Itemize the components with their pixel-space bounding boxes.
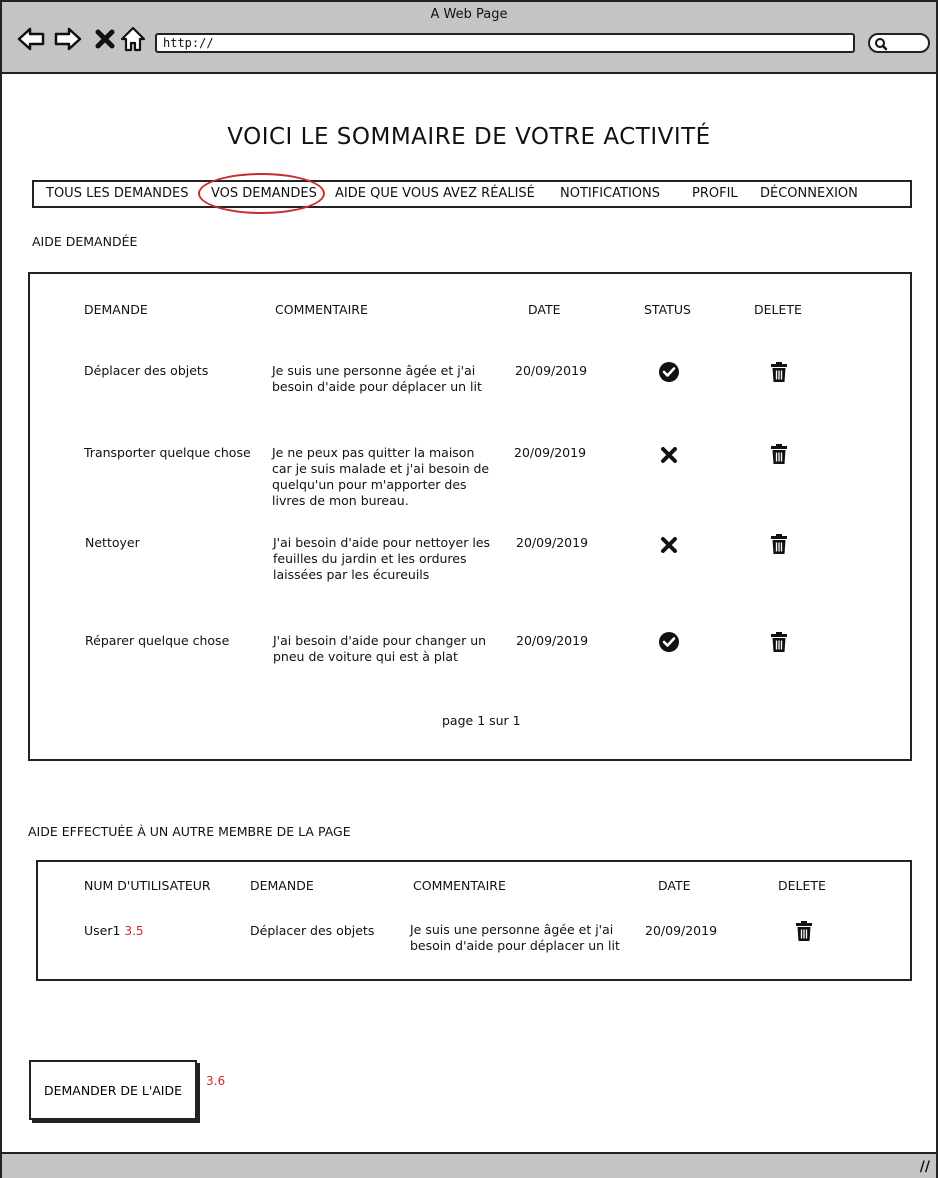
column-header-date: DATE [528,302,561,317]
row-demande: Déplacer des objets [250,923,375,938]
nav-my-requests[interactable]: VOS DEMANDES [211,186,317,201]
row-date: 20/09/2019 [645,923,718,938]
column-header-delete: DELETE [778,878,826,893]
page-title: VOICI LE SOMMAIRE DE VOTRE ACTIVITÉ [227,124,711,150]
status-bar [2,1152,936,1178]
column-header-date: DATE [658,878,691,893]
x-icon [658,534,680,556]
annotation-3-6: 3.6 [206,1074,226,1088]
column-header-demande: DEMANDE [250,878,314,893]
column-header-demande: DEMANDE [84,302,148,317]
requested-section-label: AIDE DEMANDÉE [32,234,138,249]
trash-icon[interactable] [768,533,790,555]
x-icon [658,444,680,466]
column-header-status: STATUS [644,302,691,317]
trash-icon[interactable] [768,361,790,383]
active-tab-highlight [198,173,325,214]
column-header-user-num: NUM D'UTILISATEUR [84,878,211,893]
browser-search-field[interactable] [868,33,930,53]
nav-all-requests[interactable]: TOUS LES DEMANDES [46,186,189,201]
trash-icon[interactable] [793,920,815,942]
resize-grip-icon[interactable]: // [919,1159,930,1175]
home-icon[interactable] [118,24,148,54]
row-date: 20/09/2019 [515,363,588,378]
row-date: 20/09/2019 [516,633,589,648]
window-title: A Web Page [430,7,508,22]
stop-icon[interactable] [90,24,120,54]
browser-toolbar [2,2,936,74]
row-demande: Déplacer des objets [84,363,209,378]
nav-notifications[interactable]: NOTIFICATIONS [560,186,660,201]
user-id: User1 [84,923,121,938]
row-user [84,923,144,939]
row-demande: Transporter quelque chose [84,445,251,460]
check-icon [658,631,680,653]
check-icon [658,361,680,383]
column-header-commentaire: COMMENTAIRE [413,878,506,893]
performed-section-label: AIDE EFFECTUÉE À UN AUTRE MEMBRE DE LA PAGE [28,824,351,839]
column-header-commentaire: COMMENTAIRE [275,302,368,317]
row-demande: Réparer quelque chose [85,633,230,648]
requested-table [28,272,912,761]
row-demande: Nettoyer [85,535,140,550]
performed-table [36,860,912,981]
address-bar[interactable]: http:// [155,33,855,53]
row-commentaire: J'ai besoin d'aide pour nettoyer les feuilles du jardin et les ordures laissées par les écureuils [273,535,491,582]
row-date: 20/09/2019 [516,535,589,550]
pagination[interactable]: page 1 sur 1 [442,713,521,728]
back-arrow-icon[interactable] [16,24,46,54]
row-commentaire: J'ai besoin d'aide pour changer un pneu de voiture qui est à plat [273,633,487,664]
row-commentaire: Je suis une personne âgée et j'ai besoin d'aide pour déplacer un lit [272,363,482,394]
nav-profile[interactable]: PROFIL [692,186,738,201]
nav-help-performed[interactable]: AIDE QUE VOUS AVEZ RÉALISÉ [335,186,535,201]
main-navigation [32,180,912,208]
column-header-delete: DELETE [754,302,802,317]
request-help-button[interactable]: DEMANDER DE L'AIDE [29,1060,197,1120]
magnifier-icon [874,37,888,51]
trash-icon[interactable] [768,631,790,653]
forward-arrow-icon[interactable] [53,24,83,54]
row-commentaire: Je ne peux pas quitter la maison car je suis malade et j'ai besoin de quelqu'un pour m'apporter des livres de mon bureau. [272,445,490,508]
nav-logout[interactable]: DÉCONNEXION [760,186,858,201]
row-date: 20/09/2019 [514,445,587,460]
annotation-3-5: 3.5 [124,924,144,938]
row-commentaire: Je suis une personne âgée et j'ai besoin d'aide pour déplacer un lit [410,922,620,953]
trash-icon[interactable] [768,443,790,465]
